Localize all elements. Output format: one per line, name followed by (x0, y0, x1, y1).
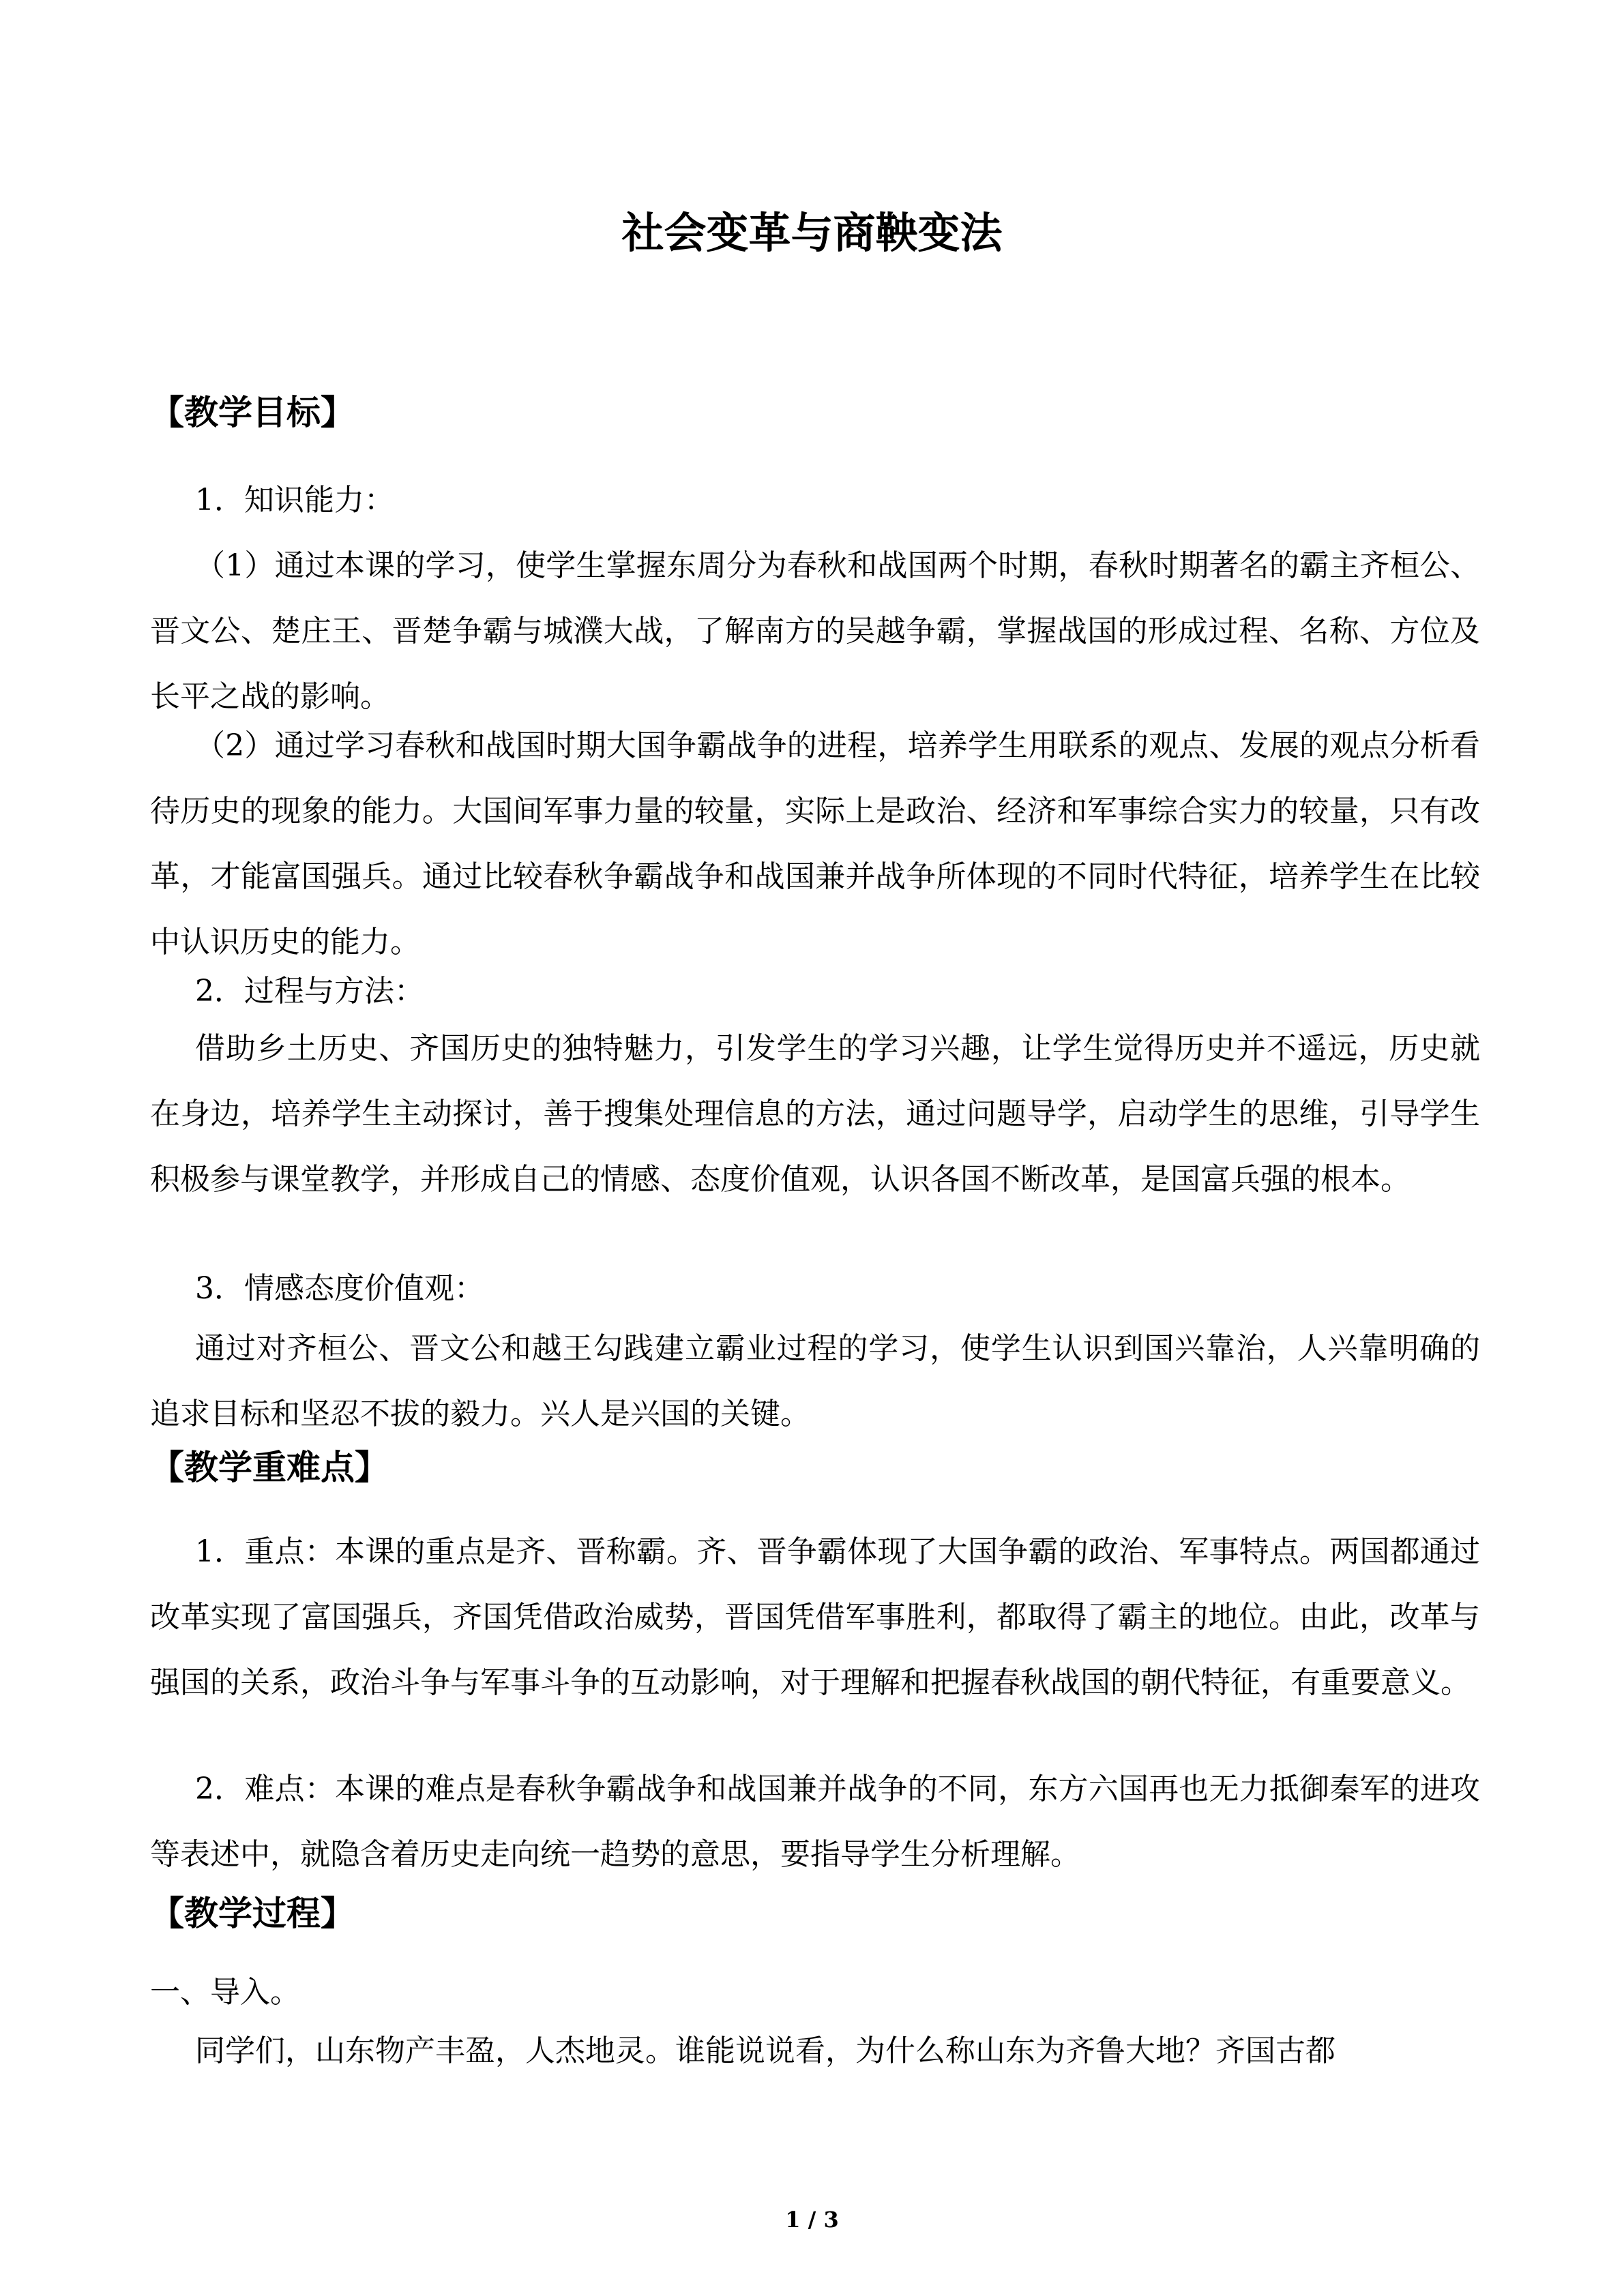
key-points-focus: 1．重点：本课的重点是齐、晋称霸。齐、晋争霸体现了大国争霸的政治、军事特点。两国都通过改革实现了富国强兵，齐国凭借政治威势，晋国凭借军事胜利，都取得了霸主的地位。由此，改革与强国的关系，政治斗争与军事斗争的互动影响，对于理解和把握春秋战国的朝代特征，有重要意义。 (150, 1534, 1480, 1700)
objectives-label-knowledge: 1．知识能力： (195, 483, 394, 518)
page-number: 1 / 3 (785, 2207, 839, 2233)
objectives-knowledge-item-1: （1）通过本课的学习，使学生掌握东周分为春秋和战国两个时期，春秋时期著名的霸主齐桓公、晋文公、楚庄王、晋楚争霸与城濮大战，了解南方的吴越争霸，掌握战国的形成过程、名称、方位及长平之战的影响。 (150, 548, 1480, 714)
objectives-label-values: 3．情感态度价值观： (195, 1271, 484, 1306)
objectives-knowledge-item-2: （2）通过学习春秋和战国时期大国争霸战争的进程，培养学生用联系的观点、发展的观点分析看待历史的现象的能力。大国间军事力量的较量，实际上是政治、经济和军事综合实力的较量，只有改革，才能富国强兵。通过比较春秋争霸战争和战国兼并战争所体现的不同时代特征，培养学生在比较中认识历史的能力。 (150, 728, 1480, 959)
objectives-label-process: 2．过程与方法： (195, 974, 424, 1009)
section-heading-key-points: 【教学重难点】 (150, 1448, 389, 1487)
process-intro-text: 同学们，山东物产丰盈，人杰地灵。谁能说说看，为什么称山东为齐鲁大地？齐国古都 (195, 2033, 1335, 2068)
objectives-values-text: 通过对齐桓公、晋文公和越王勾践建立霸业过程的学习，使学生认识到国兴靠治，人兴靠明确的追求目标和坚忍不拔的毅力。兴人是兴国的关键。 (150, 1331, 1480, 1431)
process-label-intro: 一、导入。 (150, 1975, 300, 2010)
key-points-difficulty: 2．难点：本课的难点是春秋争霸战争和战国兼并战争的不同，东方六国再也无力抵御秦军的进攻等表述中，就隐含着历史走向统一趋势的意思，要指导学生分析理解。 (150, 1772, 1480, 1872)
objectives-process-text: 借助乡土历史、齐国历史的独特魅力，引发学生的学习兴趣，让学生觉得历史并不遥远，历史就在身边，培养学生主动探讨，善于搜集处理信息的方法，通过问题导学，启动学生的思维，引导学生积极参与课堂教学，并形成自己的情感、态度价值观，认识各国不断改革，是国富兵强的根本。 (150, 1031, 1480, 1197)
document-title: 社会变革与商鞅变法 (621, 208, 1003, 258)
section-heading-objectives: 【教学目标】 (150, 393, 355, 432)
section-heading-process: 【教学过程】 (150, 1894, 355, 1933)
